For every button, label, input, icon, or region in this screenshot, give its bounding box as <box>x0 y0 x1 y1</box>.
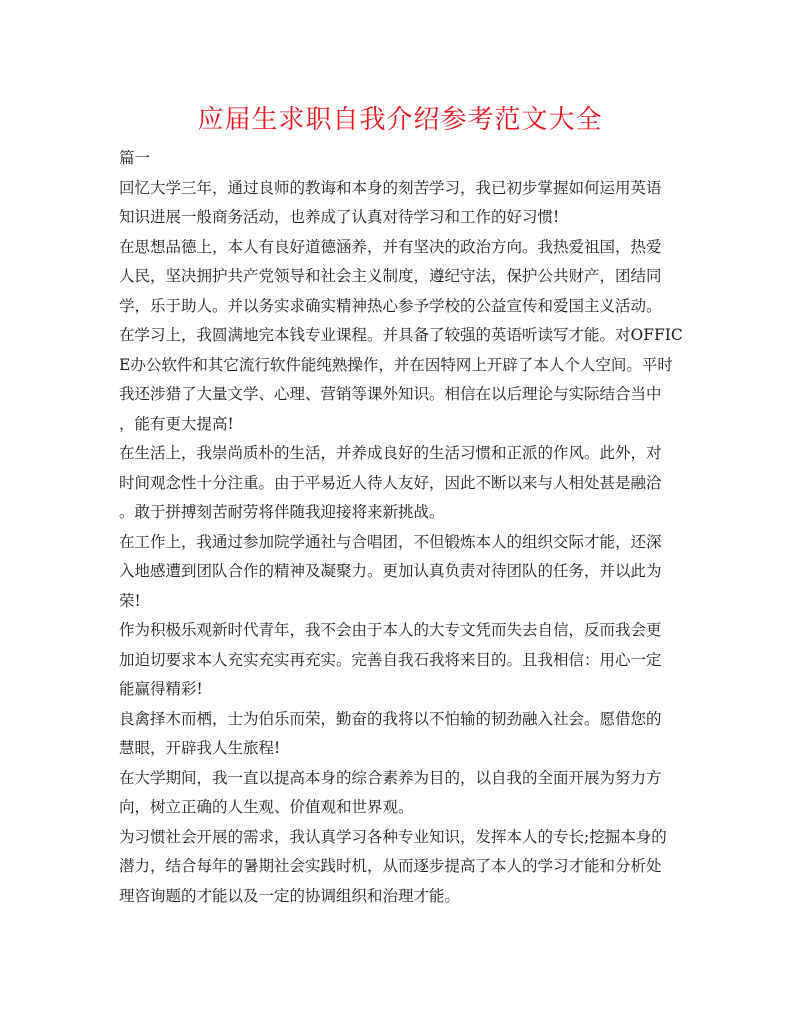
body-line: 荣! <box>119 591 141 610</box>
document-title: 应届生求职自我介绍参考范文大全 <box>197 105 603 135</box>
body-line: 知识进展一般商务活动，也养成了认真对待学习和工作的好习惯! <box>119 208 560 226</box>
body-line: 理咨询题的才能以及一定的协调组织和治理才能。 <box>119 886 461 905</box>
body-line: 作为积极乐观新时代青年，我不会由于本人的大专文凭而失去自信，反而我会更 <box>119 621 662 639</box>
body-line: 入地感遭到团队合作的精神及凝聚力。更加认真负责对待团队的任务，并以此为 <box>119 562 662 580</box>
body-line: 在学习上，我圆满地完本钱专业课程。并具备了较强的英语听读写才能。对OFFIC <box>119 326 683 344</box>
body-line: E办公软件和其它流行软件能纯熟操作，并在因特网上开辟了本人个人空间。平时 <box>119 355 673 374</box>
body-line: 慧眼，开辟我人生旅程! <box>119 739 281 757</box>
body-line: 为习惯社会开展的需求，我认真学习各种专业知识，发挥本人的专长;挖掘本身的 <box>119 827 667 846</box>
body-line: ，能有更大提高! <box>119 414 234 433</box>
section-heading: 篇一 <box>119 149 151 167</box>
body-line: 回忆大学三年，通过良师的教诲和本身的刻苦学习，我已初步掌握如何运用英语 <box>119 178 662 197</box>
body-line: 人民，坚决拥护共产党领导和社会主义制度，遵纪守法，保护公共财产，团结同 <box>119 267 662 285</box>
body-line: 能赢得精彩! <box>119 680 203 698</box>
body-line: 我还涉猎了大量文学、心理、营销等课外知识。相信在以后理论与实际结合当中 <box>119 385 662 403</box>
body-line: 潜力，结合每年的暑期社会实践时机，从而逐步提高了本人的学习才能和分析处 <box>119 857 662 875</box>
body-line: 向，树立正确的人生观、价值观和世界观。 <box>119 798 414 816</box>
body-line: 时间观念性十分注重。由于平易近人待人友好，因此不断以来与人相处甚是融洽 <box>119 473 662 492</box>
body-line: 加迫切要求本人充实充实再充实。完善自我石我将来目的。且我相信：用心一定 <box>119 650 662 669</box>
body-line: 在大学期间，我一直以提高本身的综合素养为目的，以自我的全面开展为努力方 <box>119 768 662 787</box>
document-body <box>119 144 687 911</box>
body-line: 在工作上，我通过参加院学通社与合唱团，不但锻炼本人的组织交际才能，还深 <box>119 532 662 551</box>
body-line: 良禽择木而栖，士为伯乐而荣，勤奋的我将以不怕输的韧劲融入社会。愿借您的 <box>119 709 662 728</box>
body-line: 学，乐于助人。并以务实求确实精神热心参予学校的公益宣传和爱国主义活动。 <box>119 296 662 315</box>
body-line: 在生活上，我崇尚质朴的生活，并养成良好的生活习惯和正派的作风。此外，对 <box>119 444 662 462</box>
body-line: 。敢于拼搏刻苦耐劳将伴随我迎接将来新挑战。 <box>119 503 445 521</box>
body-line: 在思想品德上，本人有良好道德涵养，并有坚决的政治方向。我热爱祖国，热爱 <box>119 237 662 256</box>
